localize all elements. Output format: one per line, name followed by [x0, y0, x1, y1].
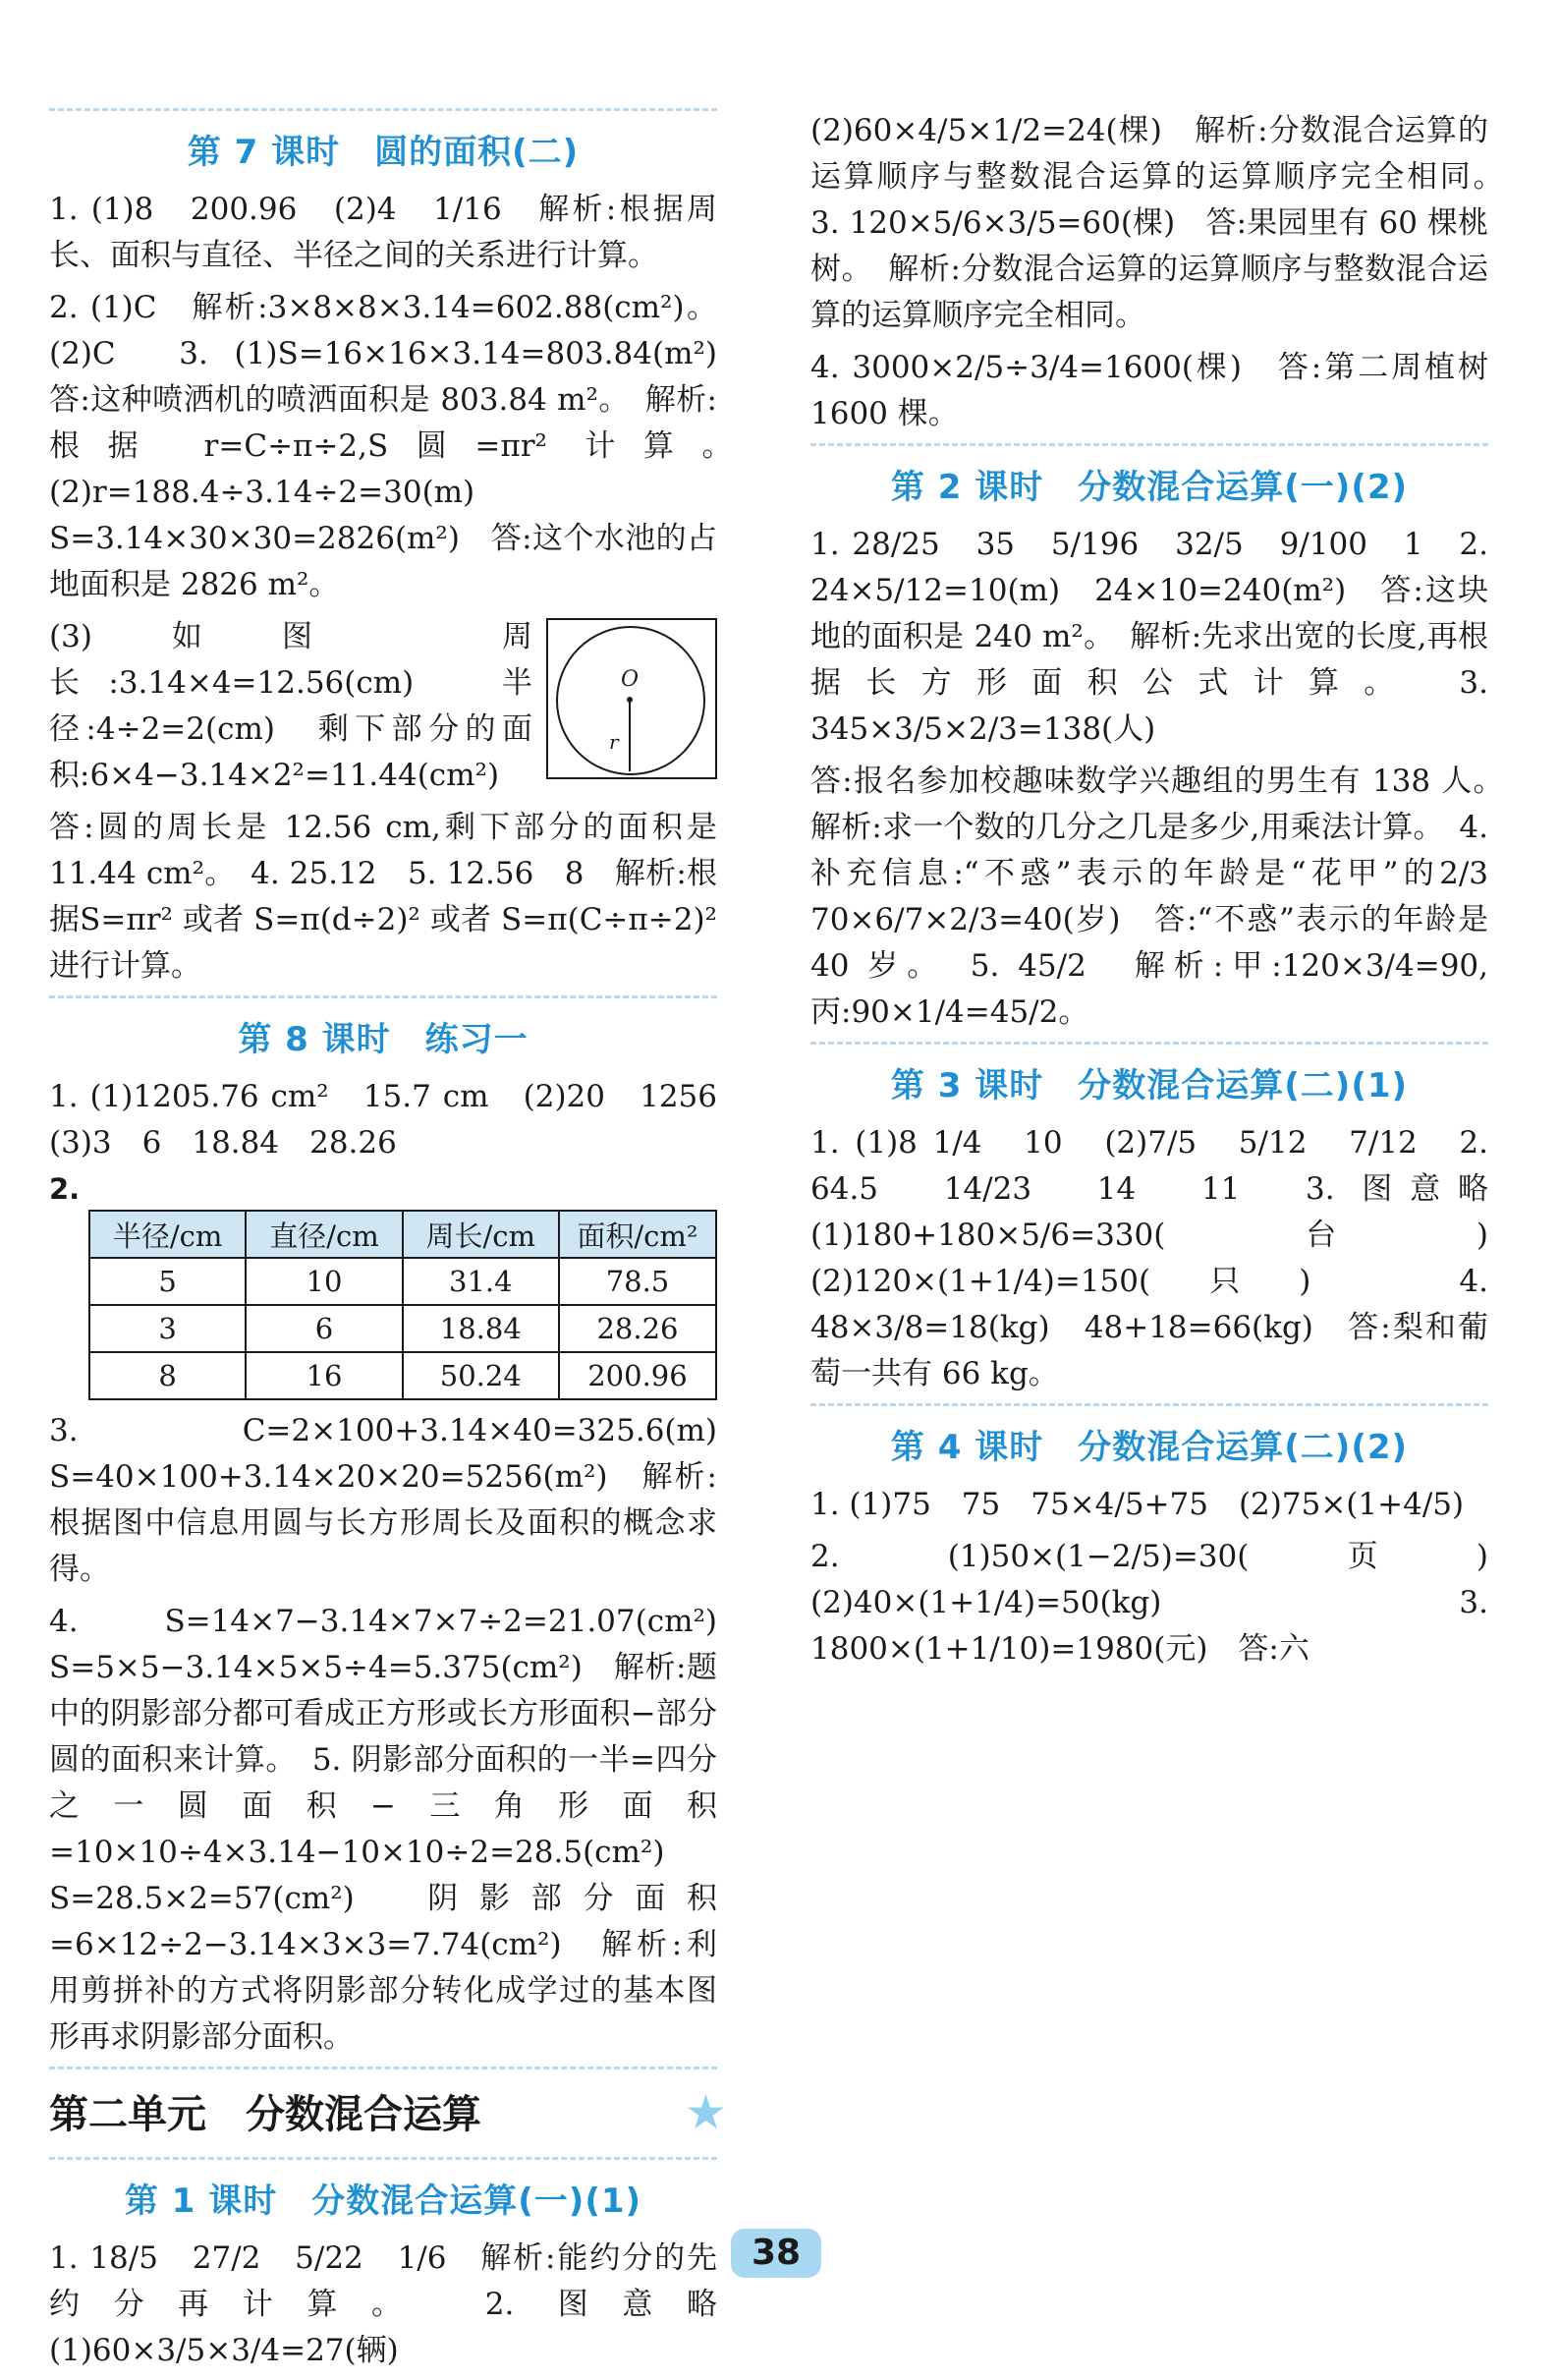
table-row [89, 1258, 716, 1305]
table-cell: 18.84 [403, 1305, 559, 1352]
right-column [810, 108, 1519, 1678]
u1-answer-1-2: 1. 18/5 27/2 5/22 1/6 解析:能约分的先约分再计算。 2. 图意略 (1)60×3/5×3/4=27(辆) [49, 2240, 748, 2368]
table-row [89, 1352, 716, 1399]
r-answer-4: 4. 3000×2/5÷3/4=1600(棵) 答:第二周植树 1600 棵。 [810, 350, 1488, 431]
l8-question-2-label: 2. [49, 1172, 81, 1206]
l7-answer-2-3: 2. (1)C 解析:3×8×8×3.14=602.88(cm²)。(2)C 3. (1)S=16×16×3.14=803.84(m²) 答:这种喷洒机的喷洒面积是 803.84 m²。 解析:根据 r=C÷π÷2,S圆=πr² 计算。 (2)r=188.4÷3.14÷2=30(m) S=3.14×30×30=2826(m²) 答:这个水池的占地面积是 2826 m²。 [49, 290, 748, 602]
table-header: 周长/cm [403, 1211, 559, 1258]
table-header-row [89, 1211, 716, 1258]
separator [810, 1042, 1488, 1045]
table-row [89, 1305, 716, 1352]
table-cell: 78.5 [559, 1258, 716, 1305]
l2-answer-3-5: 答:报名参加校趣味数学兴趣组的男生有 138 人。 解析:求一个数的几分之几是多少,用乘法计算。 4. 补充信息:“不惑”表示的年龄是“花甲”的2/3 70×6/7×2/3=40(岁) 答:“不惑”表示的年龄是 40 岁。 5. 45/2 解析:甲:120×3/4=90,丙:90×1/4=45/2。 [810, 764, 1519, 1030]
center-label: O [621, 667, 640, 692]
table-cell: 28.26 [559, 1305, 716, 1352]
page-number: 38 [731, 2229, 821, 2278]
l7-answer-3-3: (3)如图 周长:3.14×4=12.56(cm) 半径:4÷2=2(cm) 剩下部分的面积:6×4−3.14×2²=11.44(cm²) [49, 619, 532, 793]
table-cell: 200.96 [559, 1352, 716, 1399]
table-cell: 6 [246, 1305, 402, 1352]
r-answer-2-3: (2)60×4/5×1/2=24(棵) 解析:分数混合运算的运算顺序与整数混合运算的运算顺序完全相同。 3. 120×5/6×3/5=60(棵) 答:果园里有 60 棵桃树。 解析:分数混合运算的运算顺序与整数混合运算的运算顺序完全相同。 [810, 113, 1519, 333]
l7-answer-4-5: 答:圆的周长是 12.56 cm,剩下部分的面积是 11.44 cm²。 4. 25.12 5. 12.56 8 解析:根据S=πr² 或者 S=π(d÷2)² 或者 S=π(C÷π÷2)² 进行计算。 [49, 810, 717, 984]
table-header: 面积/cm² [559, 1211, 716, 1258]
l4-answer-1: 1. (1)75 75 75×4/5+75 (2)75×(1+4/5) [810, 1487, 1465, 1522]
separator [49, 2157, 717, 2160]
star-icon: ★ [684, 2085, 727, 2140]
table-cell: 8 [89, 1352, 246, 1399]
separator [810, 443, 1488, 446]
l4-answer-2-3: 2. (1)50×(1−2/5)=30(页) (2)40×(1+1/4)=50(kg) 3. 1800×(1+1/10)=1980(元) 答:六 [810, 1539, 1519, 1667]
l8-answer-1: 1. (1)1205.76 cm² 15.7 cm (2)20 1256 (3)3 6 18.84 28.26 [49, 1079, 748, 1161]
lesson-4-title: 第 4 课时 分数混合运算(二)(2) [890, 1428, 1409, 1467]
left-column [49, 108, 748, 2380]
lesson-3-title: 第 3 课时 分数混合运算(二)(1) [890, 1066, 1409, 1105]
unit-title-text: 第二单元 分数混合运算 [49, 2092, 481, 2137]
table-cell: 31.4 [403, 1258, 559, 1305]
lesson-2-title: 第 2 课时 分数混合运算(一)(2) [890, 468, 1409, 507]
separator [49, 2067, 717, 2069]
l7-answer-1: 1. (1)8 200.96 (2)4 1/16 解析:根据周长、面积与直径、半径之间的关系进行计算。 [49, 192, 717, 273]
separator [49, 108, 717, 111]
l8-answer-3: 3. C=2×100+3.14×40=325.6(m) S=40×100+3.14×20×20=5256(m²) 解析:根据图中信息用圆与长方形周长及面积的概念求得。 [49, 1413, 748, 1587]
l2-answer-1-3: 1. 28/25 35 5/196 32/5 9/100 1 2. 24×5/12=10(m) 24×10=240(m²) 答:这块地的面积是 240 m²。 解析:先求出宽的长度,再根据长方形面积公式计算。 3. 345×3/5×2/3=138(人) [810, 527, 1488, 747]
radius-line [629, 699, 631, 771]
table-cell: 50.24 [403, 1352, 559, 1399]
table-cell: 10 [246, 1258, 402, 1305]
separator [810, 1403, 1488, 1406]
circle-table [88, 1210, 717, 1400]
circle-figure [546, 618, 717, 779]
unit-lesson-1-title: 第 1 课时 分数混合运算(一)(1) [124, 2182, 642, 2221]
table-cell: 16 [246, 1352, 402, 1399]
lesson-8-title: 第 8 课时 练习一 [238, 1020, 529, 1059]
radius-label: r [609, 730, 619, 754]
table-cell: 3 [89, 1305, 246, 1352]
table-cell: 5 [89, 1258, 246, 1305]
unit-title [49, 2083, 727, 2140]
table-header: 半径/cm [89, 1211, 246, 1258]
l8-answer-4-5: 4. S=14×7−3.14×7×7÷2=21.07(cm²) S=5×5−3.14×5×5÷4=5.375(cm²) 解析:题中的阴影部分都可看成正方形或长方形面积−部分圆的面积来计算。 5. 阴影部分面积的一半=四分之一圆面积−三角形面积=10×10÷4×3.14−10×10÷2=28.5(cm²) S=28.5×2=57(cm²) 阴影部分面积=6×12÷2−3.14×3×3=7.74(cm²) 解析:利用剪拼补的方式将阴影部分转化成学过的基本图形再求阴影部分面积。 [49, 1604, 748, 2055]
separator [49, 995, 717, 998]
l3-answer-1-4: 1. (1)8 1/4 10 (2)7/5 5/12 7/12 2. 64.5 14/23 14 11 3. 图意略 (1)180+180×5/6=330(台) (2)120×(1+1/4)=150(只) 4. 48×3/8=18(kg) 48+18=66(kg) 答:梨和葡萄一共有 66 kg。 [810, 1125, 1519, 1391]
table-header: 直径/cm [246, 1211, 402, 1258]
lesson-7-title: 第 7 课时 圆的面积(二) [187, 133, 580, 172]
